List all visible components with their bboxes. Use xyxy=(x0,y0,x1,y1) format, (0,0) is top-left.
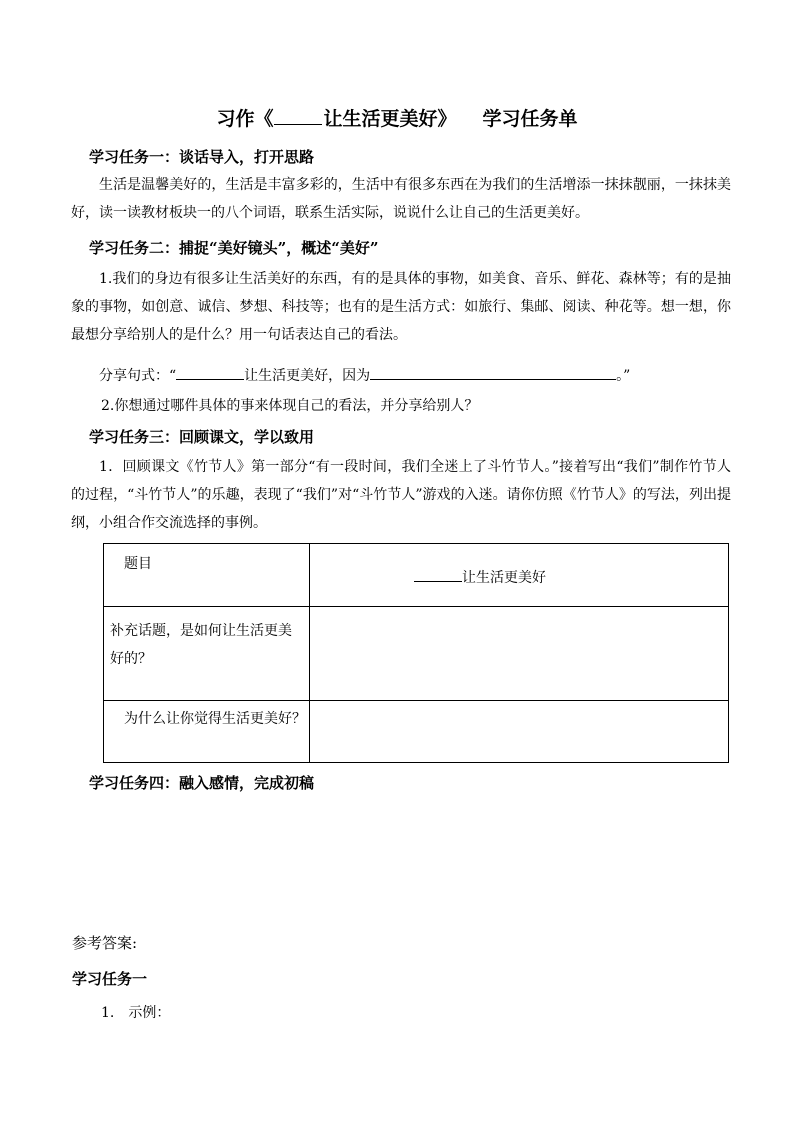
task2-item1: 1.我们的身边有很多让生活美好的东西，有的是具体的事物，如美食、音乐、鲜花、森林等；有的是抽象的事物，如创意、诚信、梦想、科技等；也有的是生活方式：如旅行、集邮、阅读、种花等。想一想，你最想分享给别人的是什么？用一句话表达自己的看法。 xyxy=(71,271,731,343)
table-row xyxy=(104,544,729,607)
table-cell-topic-value: 让生活更美好 xyxy=(310,544,729,607)
task4-heading: 学习任务四：融入感情，完成初稿 xyxy=(89,774,315,792)
reference-heading: 学习任务一 xyxy=(72,970,148,988)
topic-blank xyxy=(414,567,462,582)
title-suffix: 让生活更美好》 xyxy=(323,108,457,130)
reference-label: 参考答案: xyxy=(72,934,138,952)
task3-heading: 学习任务三：回顾课文，学以致用 xyxy=(89,428,315,446)
task1-heading: 学习任务一：谈话导入，打开思路 xyxy=(89,148,315,166)
share-middle: 让生活更美好，因为 xyxy=(244,368,371,384)
share-suffix: 。” xyxy=(616,368,631,384)
task3-item1: 1．回顾课文《竹节人》第一部分“有一段时间，我们全迷上了斗竹节人。”接着写出“我们”制作竹节人的过程，“斗竹节人”的乐趣，表现了“我们”对“斗竹节人”游戏的入迷。请你仿照《竹节人》的写法，列出提纲，小组合作交流选择的事例。 xyxy=(71,459,731,531)
page-title xyxy=(0,104,794,131)
title-prefix: 习作《 xyxy=(216,108,274,130)
task1-paragraph: 生活是温馨美好的，生活是丰富多彩的，生活中有很多东西在为我们的生活增添一抹抹靓丽，一抹抹美好，读一读教材板块一的八个词语，联系生活实际，说说什么让自己的生活更美好。 xyxy=(71,177,731,221)
table-cell-why-label: 为什么让你觉得生活更美好？ xyxy=(104,701,310,763)
table-cell-topic-label: 题目 xyxy=(104,544,310,607)
table-cell-how-label: 补充话题，是如何让生活更美好的？ xyxy=(104,607,310,701)
title-blank xyxy=(274,106,322,125)
table-cell-how-value[interactable] xyxy=(310,607,729,701)
table-cell-why-value[interactable] xyxy=(310,701,729,763)
share-blank-2 xyxy=(370,365,616,380)
reference-item: 1. 示例： xyxy=(101,1005,171,1021)
table-row xyxy=(104,701,729,763)
share-prefix: 分享句式：“ xyxy=(99,368,177,384)
task2-heading: 学习任务二：捕捉“美好镜头”，概述“美好” xyxy=(89,239,379,257)
share-blank-1 xyxy=(176,365,244,380)
task2-item2: 2.你想通过哪件具体的事来体现自己的看法，并分享给别人？ xyxy=(101,398,479,414)
share-sentence xyxy=(99,365,630,385)
title-subtitle: 学习任务单 xyxy=(482,108,578,130)
outline-table xyxy=(103,543,729,763)
table-row xyxy=(104,607,729,701)
